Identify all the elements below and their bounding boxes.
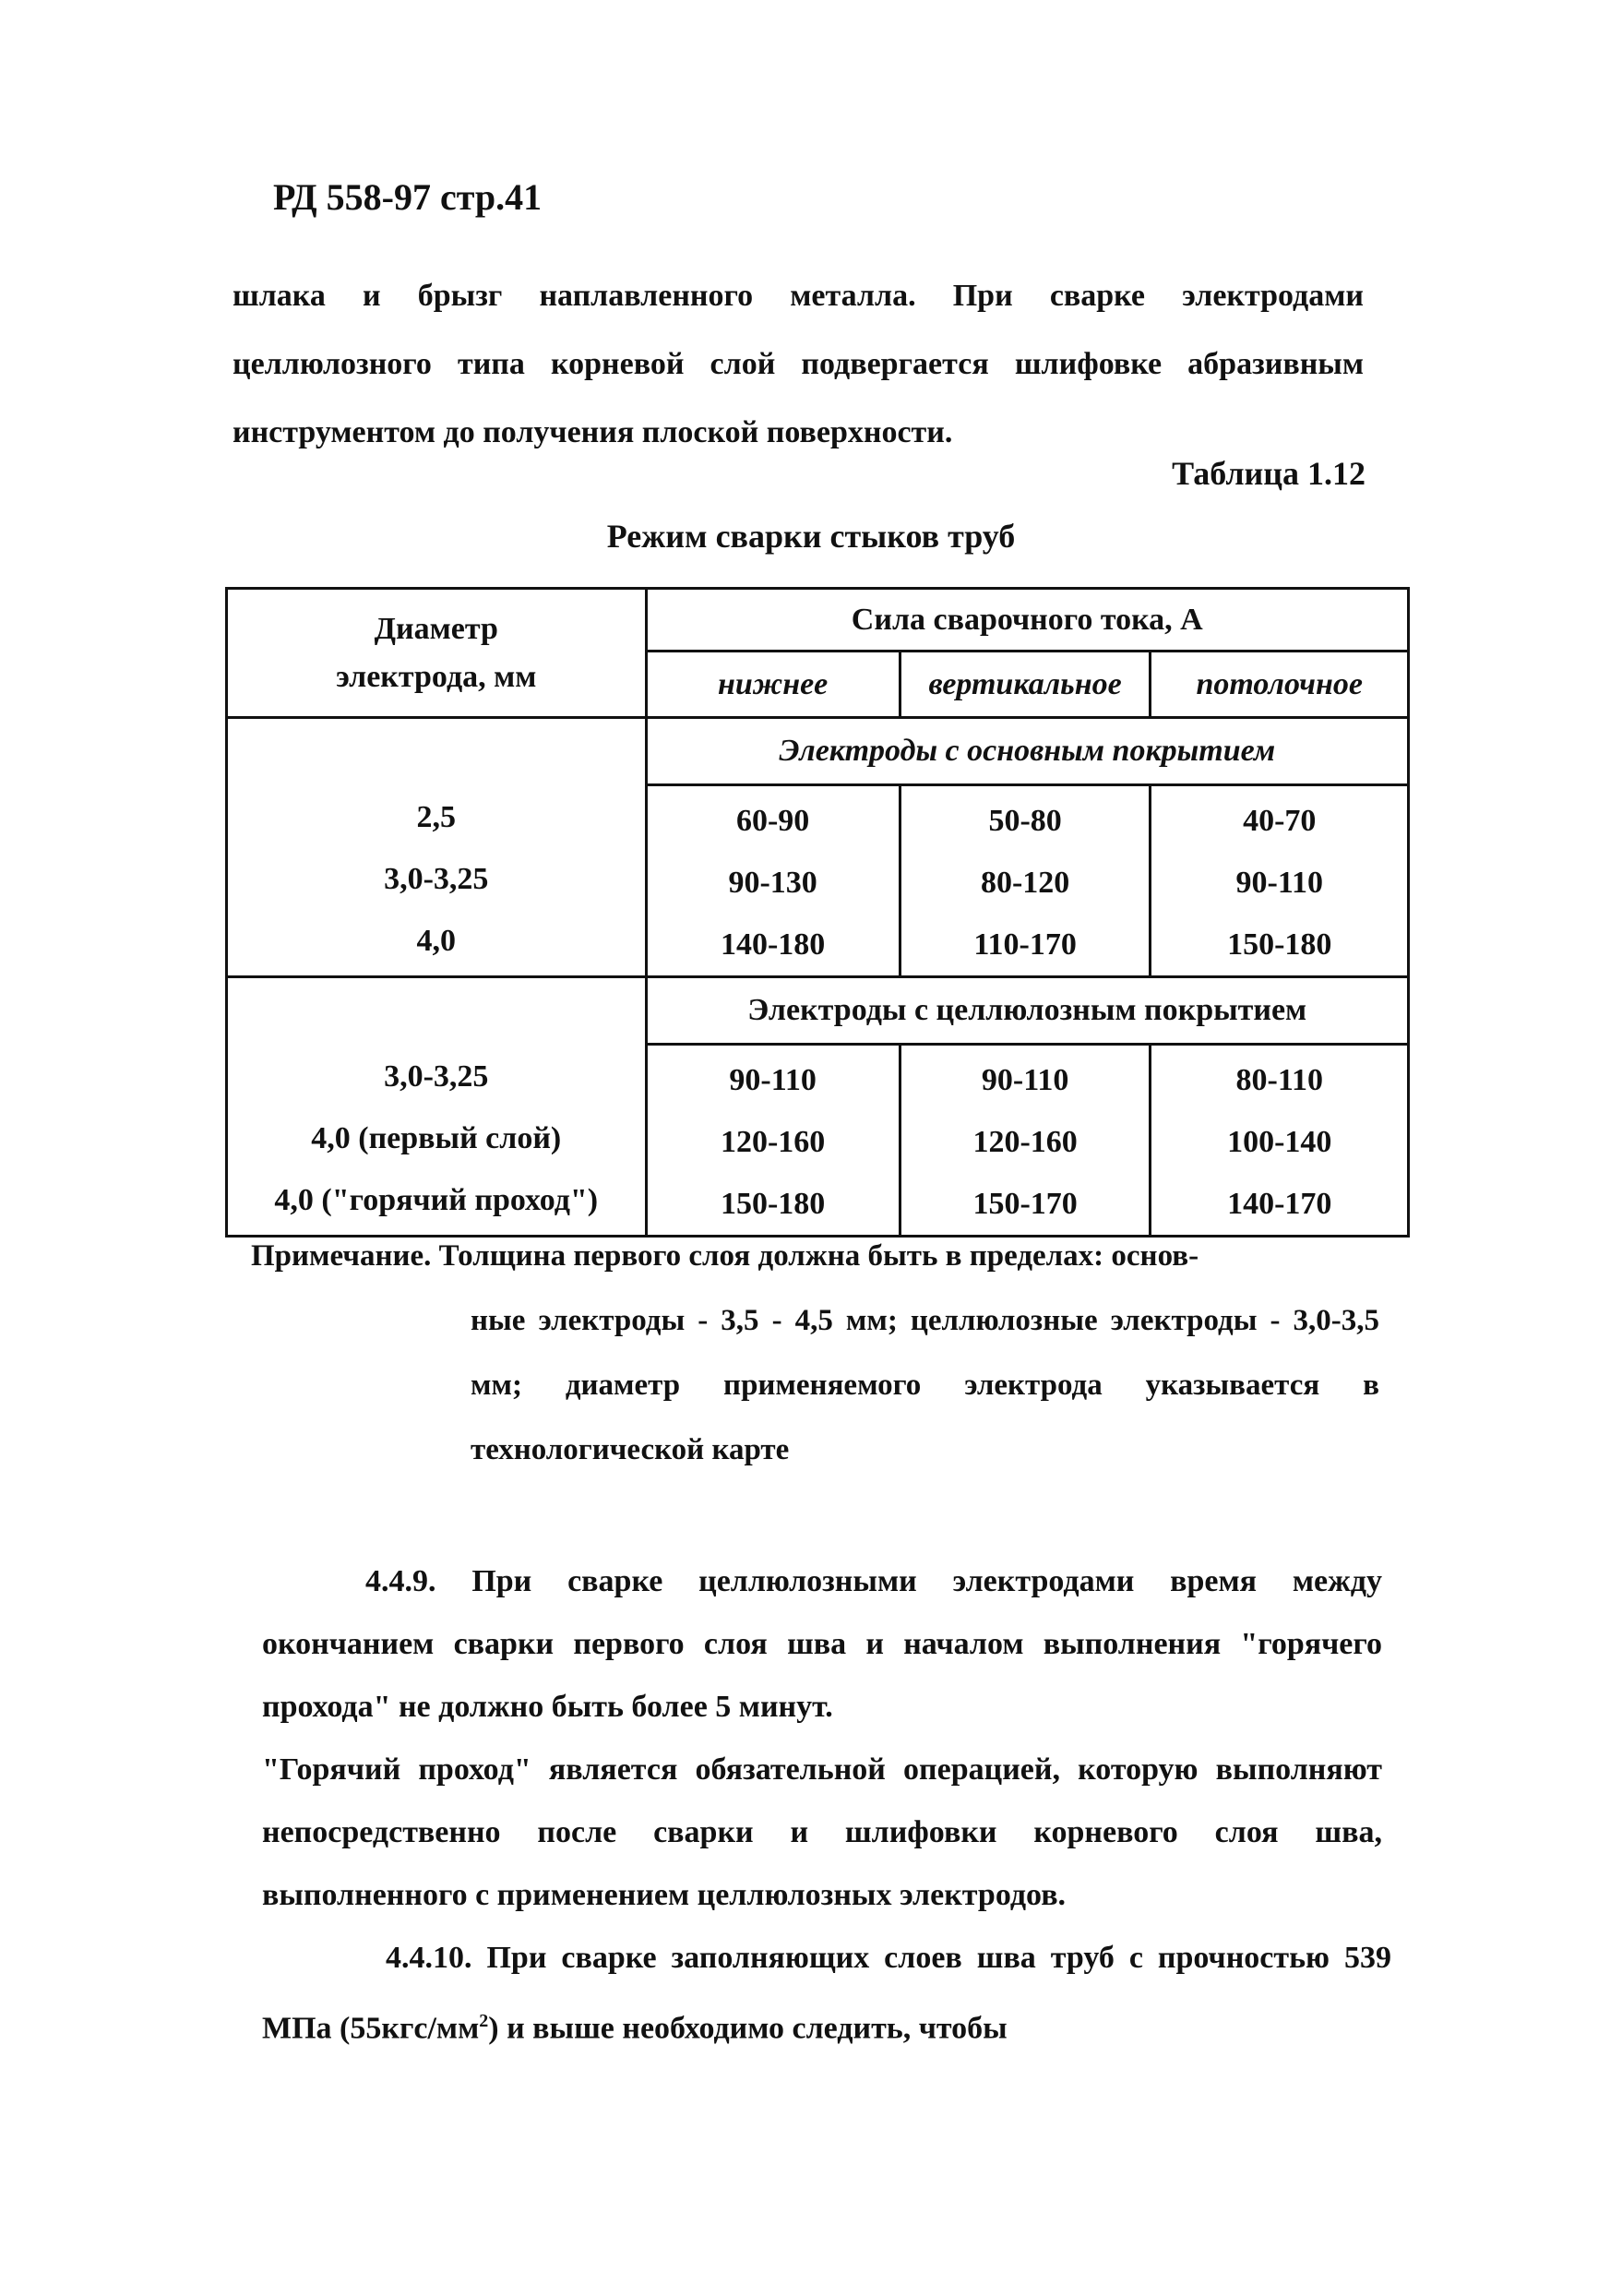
header-diameter [227, 589, 647, 718]
paragraph-4-4-10 [262, 1927, 1391, 2060]
table-cell: 3,0-3,25 [384, 1059, 489, 1094]
header-diameter-line2: электрода, мм [336, 659, 537, 694]
table-cell: 4,0 [416, 924, 457, 958]
cell-value: 150-170 [972, 1187, 1078, 1221]
header-current: Сила сварочного тока, А [646, 589, 1408, 652]
cell-value: 40-70 [1243, 804, 1317, 838]
paragraph-4-4-10-main: 4.4.10. При сварке заполняющих слоев шва труб с прочностью 539 МПа (55кгс/мм [262, 1941, 1391, 2046]
cell-value: 140-180 [720, 927, 826, 962]
group-title-basic: Электроды с основным покрытием [646, 718, 1408, 785]
cell-value: 60-90 [735, 804, 810, 838]
table-cell [900, 1045, 1151, 1237]
note-text-first: Толщина первого слоя должна быть в пределах: основ- [438, 1239, 1199, 1273]
superscript: 2 [479, 2011, 489, 2031]
group-title-cellulose: Электроды с целлюлозным покрытием [646, 977, 1408, 1045]
group1-diameters [227, 718, 647, 977]
paragraph-4-4-10-end: ) и выше необходимо следить, чтобы [488, 2011, 1008, 2046]
page-header: РД 558-97 стр.41 [273, 176, 543, 218]
cell-value: 150-180 [1227, 927, 1332, 962]
subheader-overhead: потолочное [1151, 652, 1409, 718]
table-cell: 4,0 ("горячий проход") [274, 1183, 599, 1217]
subheader-vertical: вертикальное [900, 652, 1151, 718]
cell-value: 110-170 [973, 927, 1077, 962]
cell-value: 80-120 [980, 866, 1070, 900]
table-title: Режим сварки стыков труб [606, 518, 1016, 555]
table-cell [646, 1045, 900, 1237]
note-text-rest: ные электроды - 3,5 - 4,5 мм; целлюлозные электроды - 3,0-3,5 мм; диаметр применяемого электрода указывается в технологической карте [471, 1304, 1379, 1466]
cell-value: 120-160 [720, 1125, 826, 1159]
table-cell [900, 785, 1151, 977]
cell-value: 150-180 [720, 1187, 826, 1221]
table-cell [646, 785, 900, 977]
cell-value: 140-170 [1227, 1187, 1332, 1221]
cell-value: 90-110 [729, 1063, 817, 1097]
cell-value: 80-110 [1235, 1063, 1323, 1097]
table-cell: 4,0 (первый слой) [311, 1121, 562, 1155]
paragraph-intro: шлака и брызг наплавленного металла. При сварке электродами целлюлозного типа корневой слой подвергается шлифовке абразивным инструментом до получения плоской поверхности. [233, 279, 1364, 449]
paragraph-4-4-9: 4.4.9. При сварке целлюлозными электродами время между окончанием сварки первого слоя шва и началом выполнения "горячего прохода" не должно быть более 5 минут. [262, 1564, 1382, 1724]
cell-value: 50-80 [988, 804, 1062, 838]
table-note [251, 1224, 1377, 1288]
cell-value: 90-130 [728, 866, 817, 900]
table-cell: 2,5 [416, 800, 457, 834]
cell-value: 90-110 [1235, 866, 1323, 900]
paragraph-hot-pass: "Горячий проход" является обязательной операцией, которую выполняют непосредственно после сварки и шлифовки корневого слоя шва, выполненного с применением целлюлозных электродов. [262, 1752, 1382, 1912]
note-label: Примечание. [251, 1239, 432, 1273]
table-cell: 3,0-3,25 [384, 862, 489, 896]
welding-mode-table [225, 587, 1410, 1238]
table-cell [1151, 785, 1409, 977]
table-number: Таблица 1.12 [1172, 455, 1366, 492]
cell-value: 100-140 [1227, 1125, 1332, 1159]
table-cell [1151, 1045, 1409, 1237]
header-diameter-line1: Диаметр [374, 611, 498, 646]
group2-diameters [227, 977, 647, 1237]
cell-value: 90-110 [981, 1063, 1069, 1097]
subheader-bottom: нижнее [646, 652, 900, 718]
cell-value: 120-160 [972, 1125, 1078, 1159]
